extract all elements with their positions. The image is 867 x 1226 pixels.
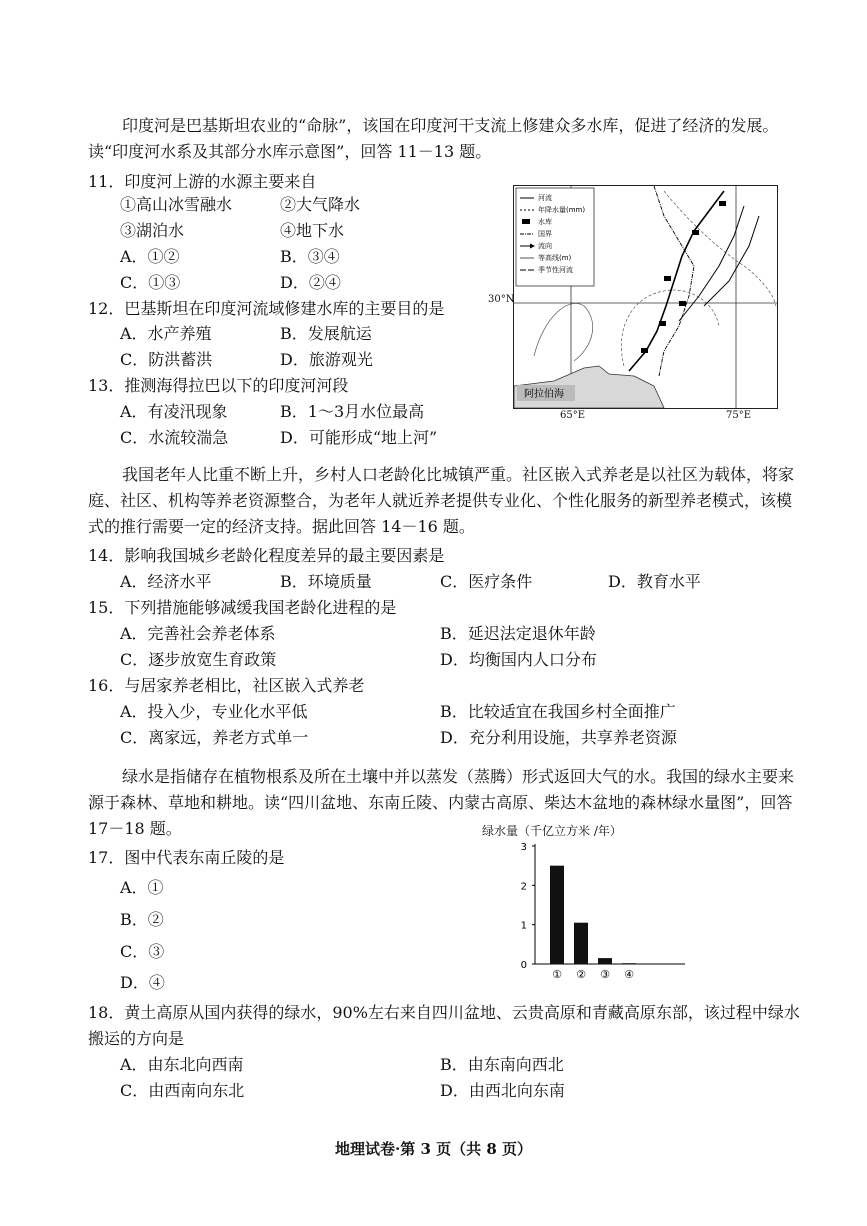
chart-ylabel: 绿水量（千亿立方米 /年）: [482, 824, 622, 838]
indus-river: [629, 191, 724, 371]
q13-option-b[interactable]: B．1～3月水位最高: [280, 402, 425, 421]
chart-bar-2: [574, 923, 588, 964]
chart-bar-4: [622, 963, 636, 964]
q16-option-d[interactable]: D．充分利用设施，共享养老资源: [440, 728, 677, 747]
rainfall-line-1: [621, 290, 719, 366]
legend-river: 河流: [538, 194, 552, 202]
q18-option-a[interactable]: A．由东北向西南: [120, 1055, 244, 1074]
chart-bar-3: [598, 958, 612, 964]
tributary-2: [704, 216, 759, 306]
tributary-1: [679, 206, 744, 321]
q17-option-d[interactable]: D．④: [120, 973, 165, 992]
q16-option-c[interactable]: C．离家远，养老方式单一: [120, 728, 309, 747]
green-water-bar-chart: [505, 838, 705, 988]
chart-y-tick-label: 1: [520, 920, 527, 932]
question-17-stem: 17．图中代表东南丘陵的是: [88, 848, 285, 867]
rainfall-line-2: [664, 191, 776, 306]
passage-indus: 印度河是巴基斯坦农业的“命脉”，该国在印度河干支流上修建众多水库，促进了经济的发展。读“印度河水系及其部分水库示意图”，回答 11－13 题。: [88, 116, 779, 161]
passage-aging: 我国老年人比重不断上升，乡村人口老龄化比城镇严重。社区嵌入式养老是以社区为载体，将家庭、社区、机构等养老资源整合，为老年人就近养老提供专业化、个性化服务的新型养老模式，该模式的推行需要一定的经济支持。据此回答 14－16 题。: [88, 465, 795, 536]
chart-bar-1: [550, 866, 564, 964]
q18-option-d[interactable]: D．由西北向东南: [440, 1081, 565, 1100]
chart-x-tick-label: ②: [576, 968, 586, 981]
question-11-stem: 11．印度河上游的水源主要来自: [88, 172, 317, 191]
q11-item-2: ②大气降水: [280, 195, 361, 214]
q11-item-1: ①高山冰雪融水: [120, 195, 233, 214]
q18-option-c[interactable]: C．由西南向东北: [120, 1081, 245, 1100]
q15-option-a[interactable]: A．完善社会养老体系: [120, 624, 276, 643]
q12-option-a[interactable]: A．水产养殖: [120, 324, 212, 343]
reservoir-5: [641, 348, 648, 353]
q17-option-c[interactable]: C．③: [120, 942, 165, 961]
q15-option-b[interactable]: B．延迟法定退休年龄: [440, 624, 596, 643]
q11-item-3: ③湖泊水: [120, 221, 185, 240]
q17-option-a[interactable]: A．①: [120, 878, 164, 897]
contour-1: [534, 303, 593, 361]
chart-x-tick-label: ④: [624, 968, 634, 981]
reservoir-1: [692, 230, 699, 235]
legend-contour: 等高线(m): [538, 254, 572, 262]
q18-option-b[interactable]: B．由东南向西北: [440, 1055, 564, 1074]
legend-border: 国界: [538, 230, 552, 238]
q11-option-c[interactable]: C．①③: [120, 273, 181, 292]
question-13-stem: 13．推测海得拉巴以下的印度河河段: [88, 376, 349, 395]
chart-x-tick-label: ①: [552, 968, 562, 981]
reservoir-3: [679, 301, 686, 306]
question-12-stem: 12．巴基斯坦在印度河流域修建水库的主要目的是: [88, 299, 445, 318]
reservoir-4: [659, 321, 666, 326]
q15-option-c[interactable]: C．逐步放宽生育政策: [120, 650, 277, 669]
q16-option-a[interactable]: A．投入少，专业化水平低: [120, 702, 308, 721]
q12-option-b[interactable]: B．发展航运: [280, 324, 372, 343]
reservoir-2: [664, 276, 671, 281]
passage-green-water: 绿水是指储存在植物根系及所在土壤中并以蒸发（蒸腾）形式返回大气的水。我国的绿水主要来源于森林、草地和耕地。读“四川盆地、东南丘陵、内蒙古高原、柴达木盆地的森林绿水量图”，回答 17－18 题。: [88, 767, 795, 838]
reservoir-6: [719, 201, 726, 206]
q12-option-c[interactable]: C．防洪蓄洪: [120, 350, 213, 369]
page-footer: 地理试卷·第 3 页（共 8 页）: [335, 1140, 532, 1158]
q14-option-d[interactable]: D．教育水平: [608, 572, 701, 591]
legend-flow: 流向: [538, 242, 552, 250]
q16-option-b[interactable]: B．比较适宜在我国乡村全面推广: [440, 702, 676, 721]
q11-option-a[interactable]: A．①②: [120, 247, 180, 266]
q11-option-b[interactable]: B．③④: [280, 247, 340, 266]
q13-option-a[interactable]: A．有凌汛现象: [120, 402, 228, 421]
map-drawing: [514, 186, 777, 408]
map-lat-label: 30°N: [488, 294, 515, 305]
q14-option-c[interactable]: C．医疗条件: [440, 572, 533, 591]
question-18-stem: 18．黄土高原从国内获得的绿水，90%左右来自四川盆地、云贵高原和青藏高原东部，该过程中绿水搬运的方向是: [88, 1003, 800, 1048]
chart-y-tick-label: 2: [520, 881, 527, 893]
question-16-stem: 16．与居家养老相比，社区嵌入式养老: [88, 676, 365, 695]
legend-rainfall: 年降水量(mm): [538, 206, 586, 214]
sea-label: 阿拉伯海: [524, 389, 564, 400]
question-15-stem: 15．下列措施能够减缓我国老龄化进程的是: [88, 598, 397, 617]
chart-x-tick-label: ③: [600, 968, 610, 981]
legend-seasonal-river: 季节性河流: [538, 266, 573, 274]
indus-river-map: [513, 185, 778, 409]
question-14-stem: 14．影响我国城乡老龄化程度差异的最主要因素是: [88, 546, 445, 565]
q17-option-b[interactable]: B．②: [120, 910, 164, 929]
chart-y-tick-label: 0: [520, 960, 527, 971]
q13-option-d[interactable]: D．可能形成“地上河”: [280, 428, 438, 447]
legend-reservoir: 水库: [538, 218, 552, 226]
q15-option-d[interactable]: D．均衡国内人口分布: [440, 650, 597, 669]
q12-option-d[interactable]: D．旅游观光: [280, 350, 373, 369]
map-lon-right: 75°E: [726, 410, 752, 421]
q11-option-d[interactable]: D．②④: [280, 273, 341, 292]
chart-y-tick-label: 3: [520, 842, 527, 853]
q14-option-a[interactable]: A．经济水平: [120, 572, 212, 591]
q14-option-b[interactable]: B．环境质量: [280, 572, 372, 591]
q11-item-4: ④地下水: [280, 221, 345, 240]
map-lon-left: 65°E: [560, 410, 586, 421]
q13-option-c[interactable]: C．水流较湍急: [120, 428, 229, 447]
